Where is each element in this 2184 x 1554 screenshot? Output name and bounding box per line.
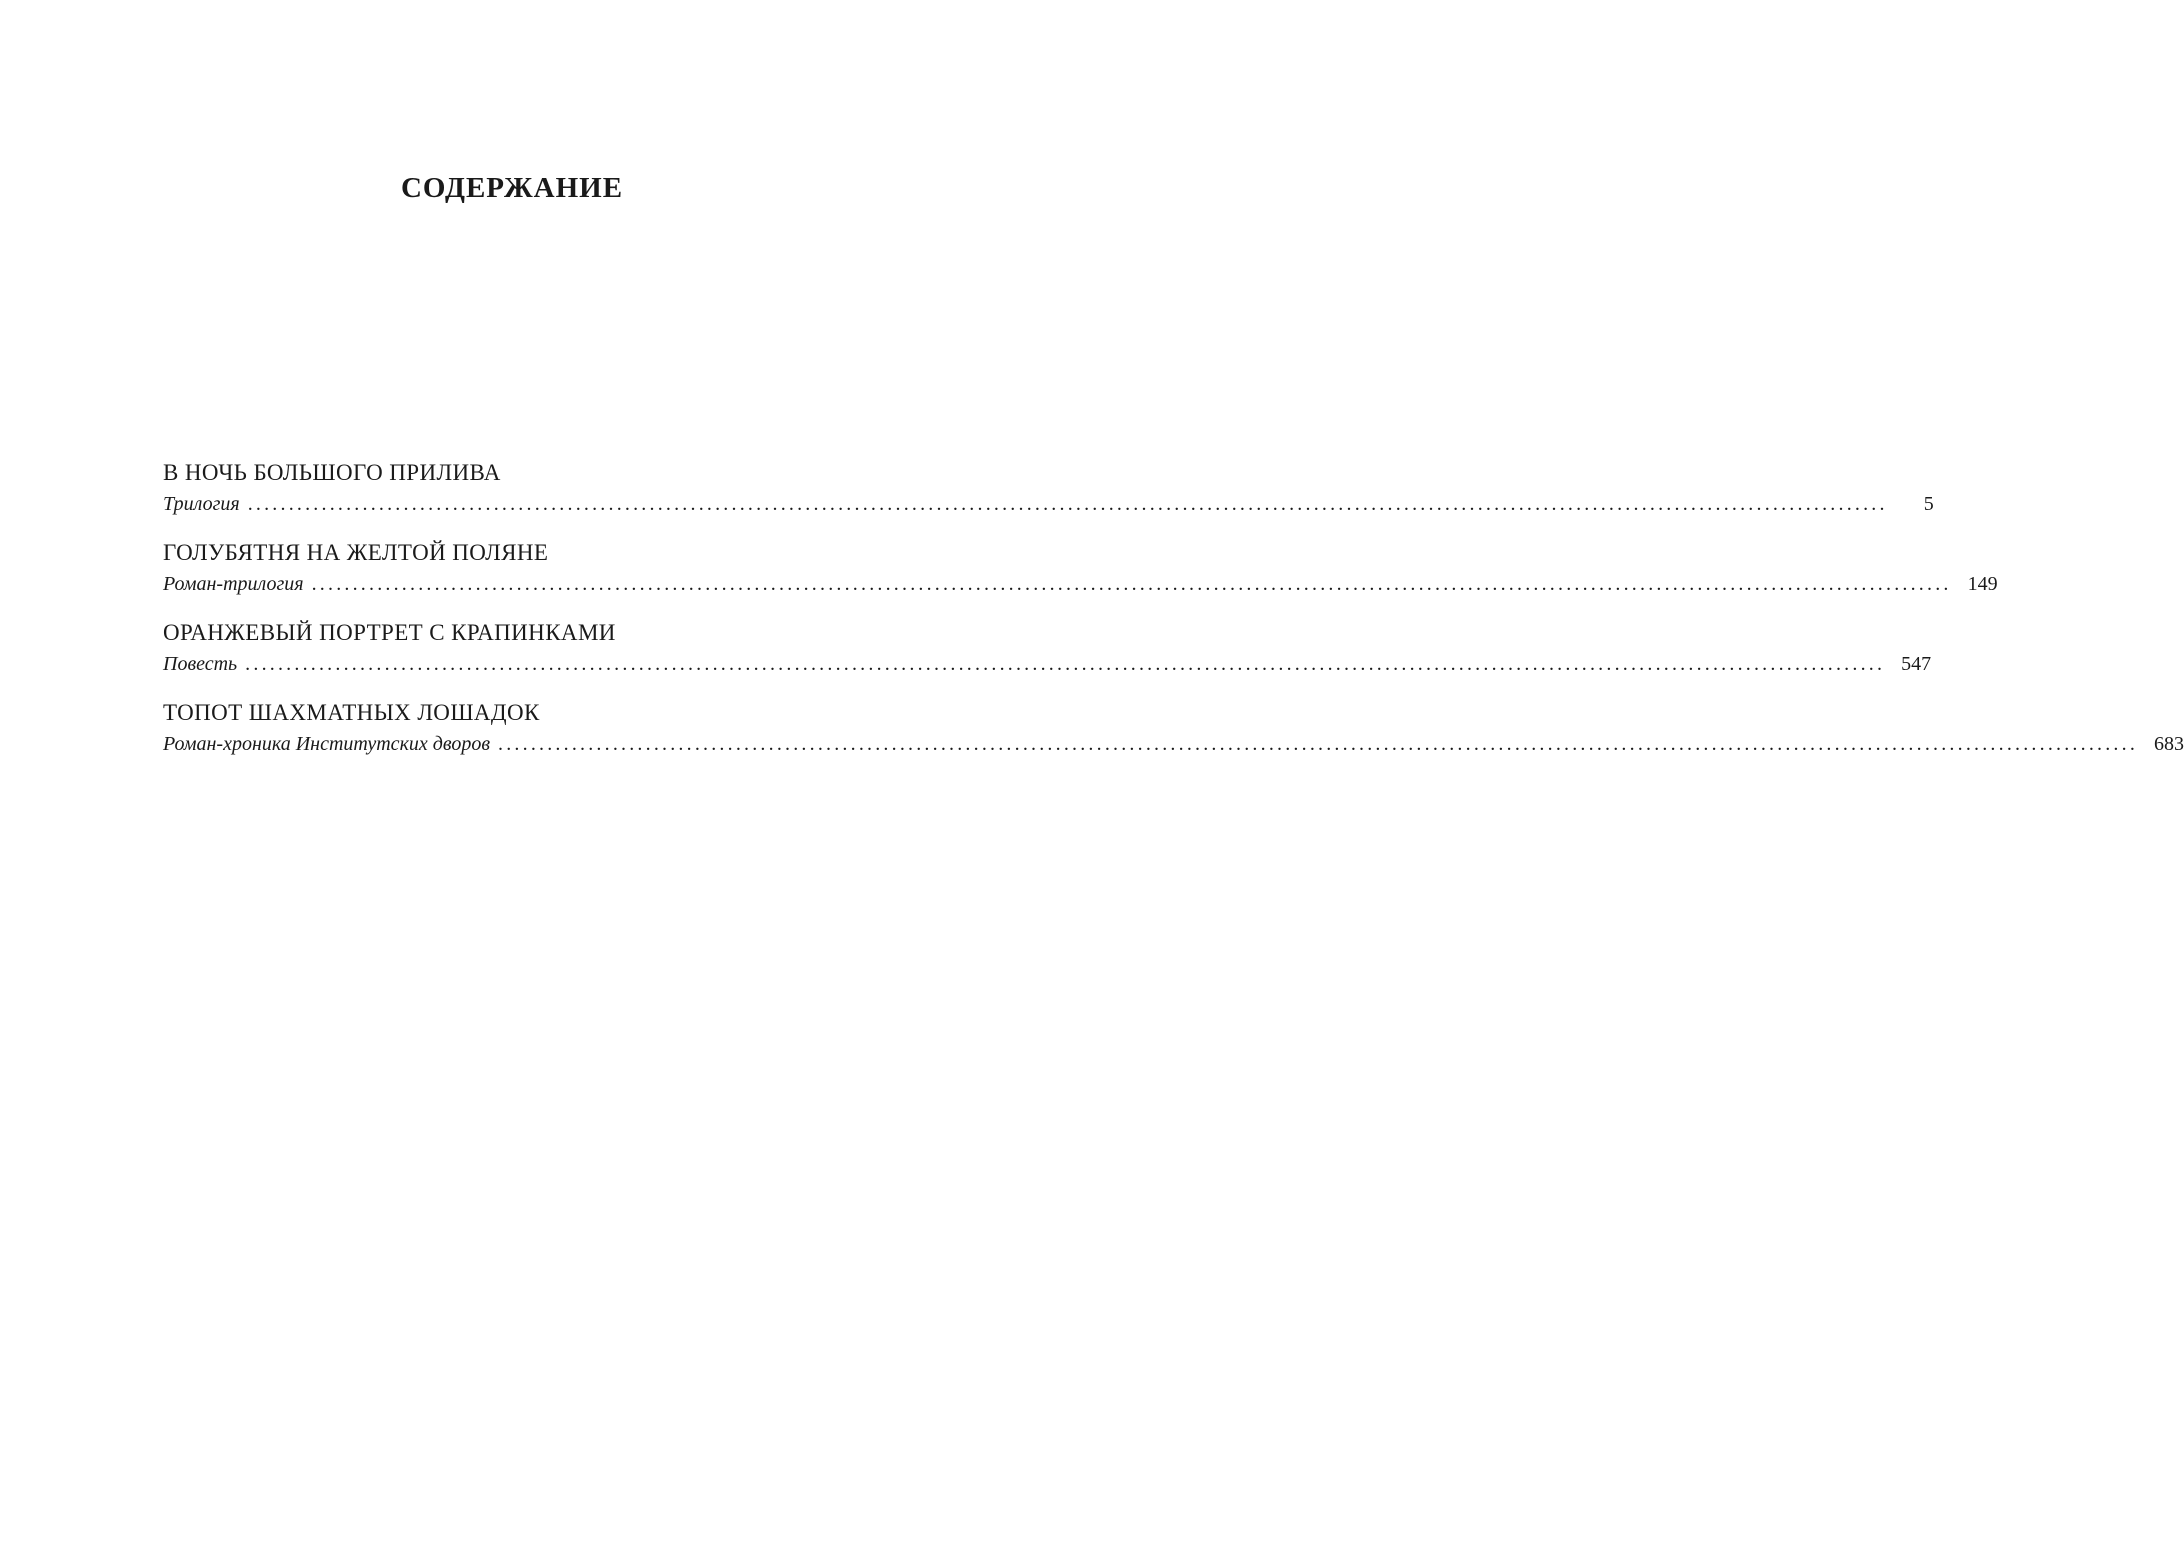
toc-entry-line: [163, 570, 1998, 598]
toc-entry-subtitle: Роман-трилогия: [163, 573, 304, 595]
toc-entry-title: ТОПОТ ШАХМАТНЫХ ЛОШАДОК: [163, 700, 540, 725]
toc-entry-line: [163, 650, 1932, 678]
dot-leader: ........................................................................................................................................................................................................: [311, 573, 1952, 595]
dot-leader: ........................................................................................................................................................................................................: [245, 653, 1886, 675]
toc-entry-page-number: 149: [1967, 573, 1998, 595]
dot-leader: ........................................................................................................................................................................................................: [498, 733, 2139, 755]
toc-entry-title: В НОЧЬ БОЛЬШОГО ПРИЛИВА: [163, 460, 501, 485]
toc-entry-page-number: 683: [2154, 733, 2184, 755]
toc-entry-subtitle: Роман-хроника Институтских дворов: [163, 733, 491, 755]
toc-entry: [163, 536, 1998, 598]
table-of-contents: [163, 456, 2184, 776]
toc-entry: [163, 456, 1934, 518]
toc-entry: [163, 696, 2184, 758]
toc-entry-title: ОРАНЖЕВЫЙ ПОРТРЕТ С КРАПИНКАМИ: [163, 620, 616, 645]
toc-entry-subtitle: Повесть: [163, 653, 238, 675]
toc-entry-page-number: 547: [1901, 653, 1932, 675]
toc-entry-title: ГОЛУБЯТНЯ НА ЖЕЛТОЙ ПОЛЯНЕ: [163, 540, 549, 565]
dot-leader: ........................................................................................................................................................................................................: [247, 493, 1888, 515]
contents-heading: СОДЕРЖАНИЕ: [400, 172, 624, 204]
toc-entry-page-number: 5: [1923, 493, 1934, 515]
toc-entry-line: [163, 490, 1934, 518]
toc-entry-subtitle: Трилогия: [163, 493, 240, 515]
toc-entry-line: [163, 730, 2184, 758]
toc-entry: [163, 616, 1932, 678]
